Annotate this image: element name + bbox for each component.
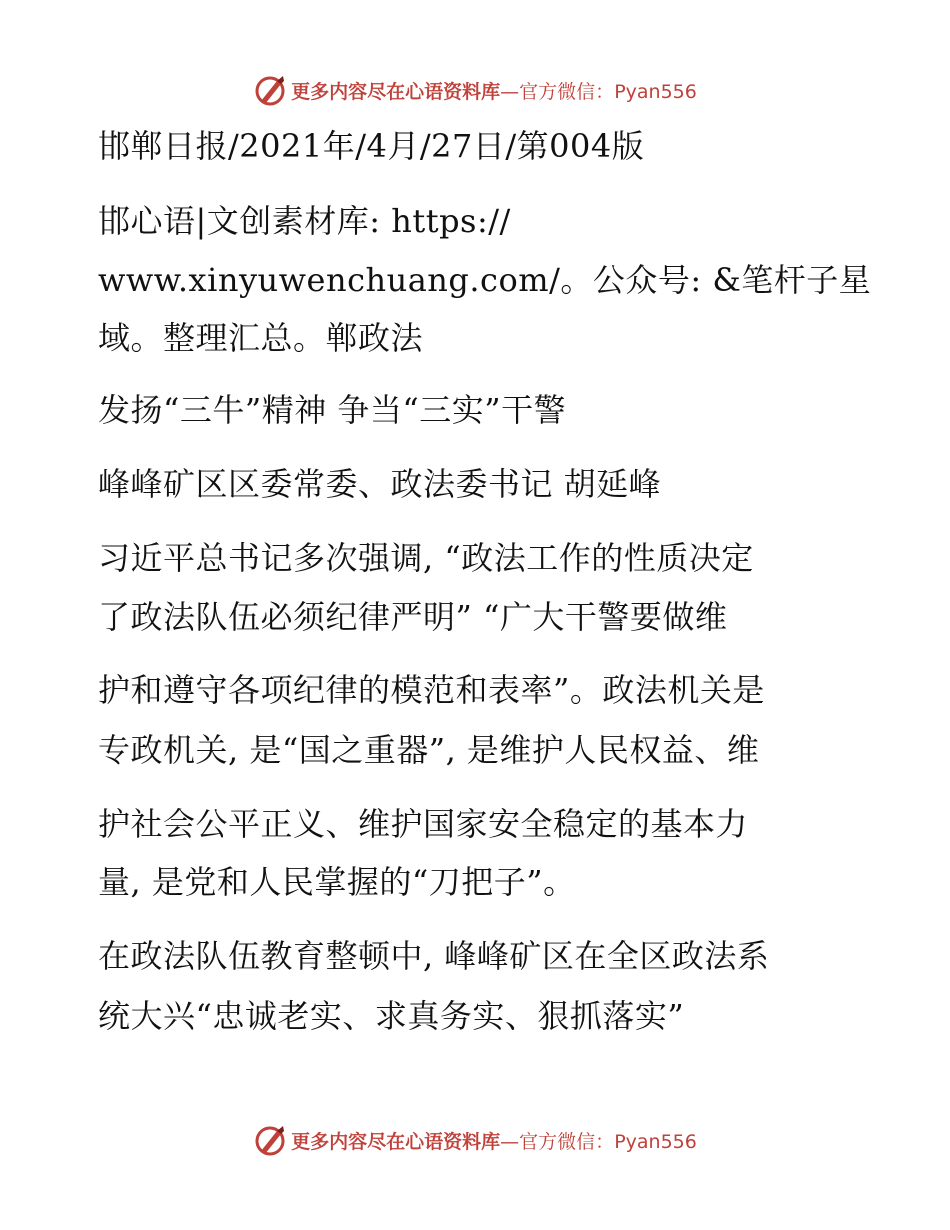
text-line: 量, 是党和人民掌握的“刀把子”。 [98, 863, 576, 901]
text-line: 了政法队伍必须纪律严明” “广大干警要做维 [98, 598, 728, 636]
watermark-dash: — [500, 1130, 520, 1153]
text-line: 护社会公平正义、维护国家安全稳定的基本力 [98, 805, 749, 843]
text-line: 邯心语|文创素材库: https:// [98, 202, 511, 240]
watermark-wechat-label: 官方微信： [519, 80, 615, 103]
watermark-banner-top [0, 70, 950, 110]
watermark-wechat-label: 官方微信： [519, 1130, 615, 1153]
text-line: 习近平总书记多次强调, “政法工作的性质决定 [98, 539, 754, 577]
article-author: 峰峰矿区区委常委、政法委书记 胡延峰 [98, 465, 662, 503]
text-line: 护和遵守各项纪律的模范和表率”。政法机关是 [98, 671, 765, 709]
source-line: 邯郸日报/2021年/4月/27日/第004版 [98, 127, 645, 165]
pen-logo-icon [253, 73, 287, 107]
watermark-dash: — [500, 80, 520, 103]
text-line: 在政法队伍教育整顿中, 峰峰矿区在全区政法系 [98, 937, 770, 975]
watermark-account: Pyan556 [614, 1130, 697, 1153]
watermark-text [291, 77, 697, 104]
watermark-main: 更多内容尽在心语资料库 [291, 1130, 501, 1153]
watermark-account: Pyan556 [614, 80, 697, 103]
text-line: www.xinyuwenchuang.com/。公众号: &笔杆子星 [98, 261, 872, 299]
pen-logo-icon [253, 1123, 287, 1157]
watermark-banner-bottom [0, 1120, 950, 1160]
article-title: 发扬“三牛”精神 争当“三实”干警 [98, 391, 567, 429]
text-line: 专政机关, 是“国之重器”, 是维护人民权益、维 [98, 731, 760, 769]
watermark-main: 更多内容尽在心语资料库 [291, 80, 501, 103]
watermark-text [291, 1127, 697, 1154]
text-line: 统大兴“忠诚老实、求真务实、狠抓落实” [98, 997, 685, 1035]
text-line: 域。整理汇总。郸政法 [98, 319, 424, 357]
